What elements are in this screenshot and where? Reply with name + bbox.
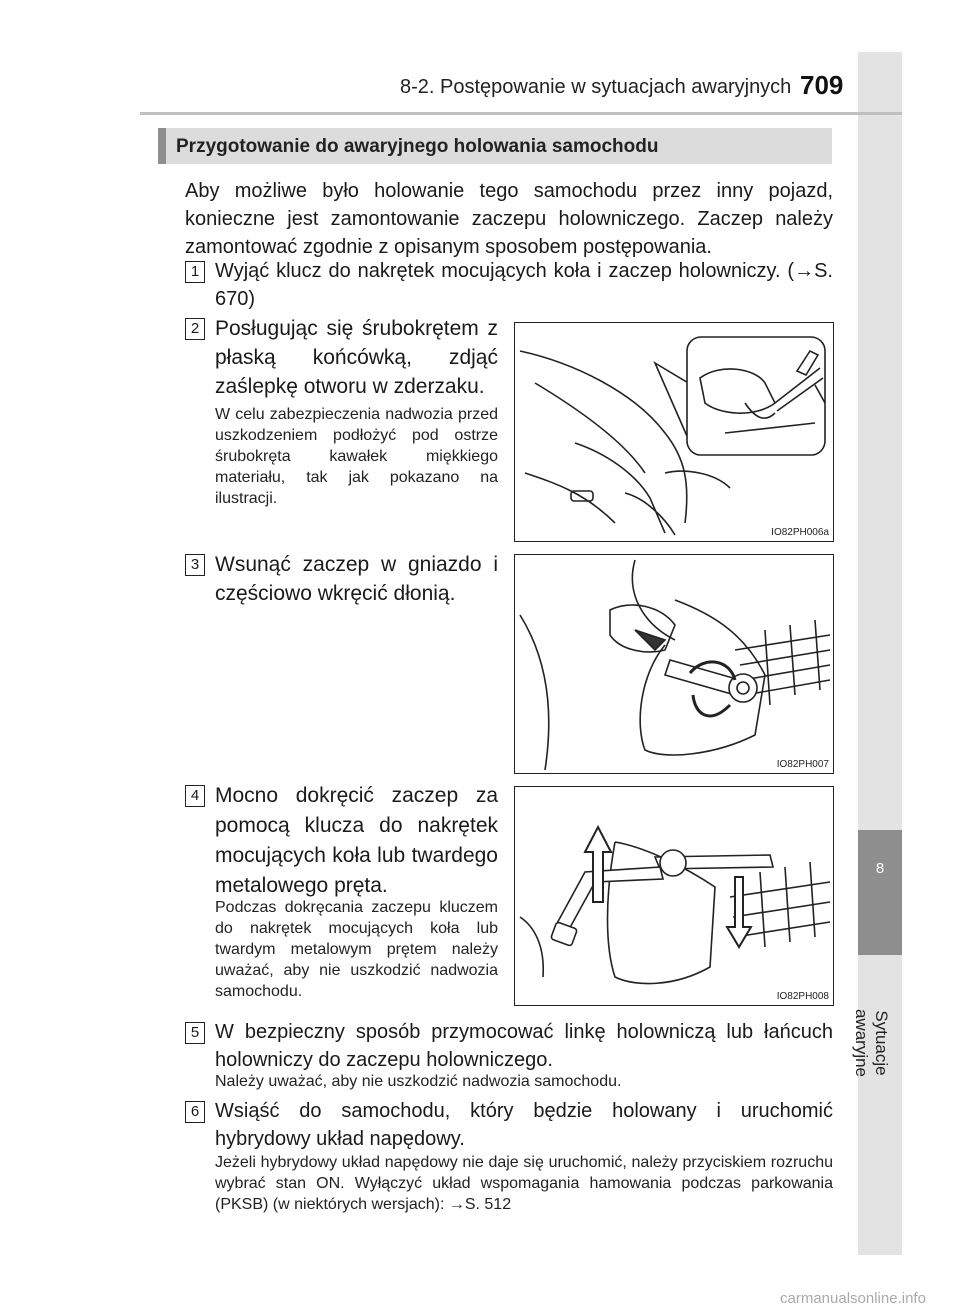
figure-code: IO82PH007: [776, 759, 829, 770]
step-6-text: Wsiąść do samochodu, który będzie holowany i uruchomić hybrydowy układ napędowy.: [215, 1100, 833, 1150]
chapter-number: 8: [875, 860, 885, 877]
step-2-note: W celu zabezpieczenia nadwozia przed uszkodzeniem podłożyć pod ostrze śrubokręta kawałek miękkiego materiału, tak jak pokazano na ilustracji.: [215, 406, 498, 507]
chapter-tab: [858, 830, 902, 955]
figure-code: IO82PH008: [776, 991, 829, 1002]
step-number-2: 2: [185, 318, 205, 340]
figure-tighten-hook: [514, 786, 834, 1006]
header-rule: [140, 112, 902, 115]
step-6-note: Jeżeli hybrydowy układ napędowy nie daje się uruchomić, należy przyciskiem rozruchu wybrać stan ON. Wyłączyć układ wspomagania hamowania podczas parkowania (PKSB) (w niektórych wersjach): →S. 512: [215, 1154, 833, 1213]
step-number-4: 4: [185, 785, 205, 807]
step-3-text: Wsunąć zaczep w gniazdo i częściowo wkręcić dłonią.: [215, 553, 498, 605]
step-5-note: Należy uważać, aby nie uszkodzić nadwozia samochodu.: [215, 1073, 622, 1090]
step-5-text: W bezpieczny sposób przymocować linkę holowniczą lub łańcuch holowniczy do zaczepu holowniczego.: [215, 1021, 833, 1071]
figure-code: IO82PH006a: [771, 527, 829, 538]
section-title-accent: [158, 128, 166, 164]
chapter-title: Sytuacje awaryjne: [852, 1008, 891, 1078]
step-1-text: Wyjąć klucz do nakrętek mocujących koła i zaczep holowniczy. (→S. 670): [215, 260, 833, 310]
step-4-text: Mocno dokręcić zaczep za pomocą klucza do nakrętek mocujących koła lub twardego metalowego pręta.: [215, 784, 498, 897]
page-number: 709: [800, 70, 844, 100]
figure-remove-cover: [514, 322, 834, 542]
watermark: carmanualsonline.info: [780, 1290, 926, 1307]
step-number-6: 6: [185, 1101, 205, 1123]
step-number-3: 3: [185, 554, 205, 576]
section-title: Przygotowanie do awaryjnego holowania samochodu: [176, 136, 659, 157]
step-number-5: 5: [185, 1022, 205, 1044]
bumper-cover-illustration: [515, 323, 833, 541]
section-title-bar: [158, 128, 832, 164]
tow-hook-tighten-illustration: [515, 787, 833, 1005]
intro-paragraph: Aby możliwe było holowanie tego samochodu przez inny pojazd, konieczne jest zamontowanie zaczepu holowniczego. Zaczep należy zamontować zgodnie z opisanym sposobem postępowania.: [185, 180, 833, 258]
chapter-sidebar: [852, 52, 902, 1255]
figure-insert-hook: [514, 554, 834, 774]
tow-hook-insert-illustration: [515, 555, 833, 773]
running-header: 8-2. Postępowanie w sytuacjach awaryjnych: [400, 76, 792, 98]
step-number-1: 1: [185, 261, 205, 283]
step-4-note: Podczas dokręcania zaczepu kluczem do nakrętek mocujących koła lub twardym metalowym prętem należy uważać, aby nie uszkodzić nadwozia samochodu.: [215, 899, 498, 1000]
step-2-text: Posługując się śrubokrętem z płaską końcówką, zdjąć zaślepkę otworu w zderzaku.: [215, 317, 498, 398]
